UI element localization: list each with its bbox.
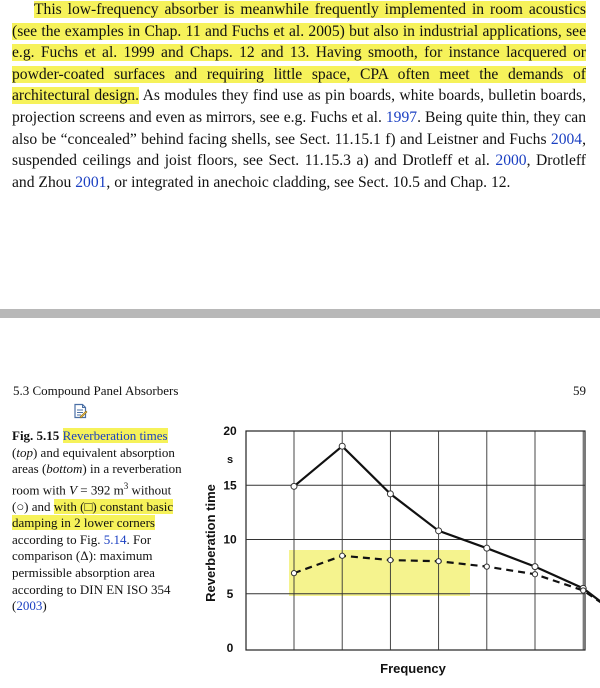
y-tick-label: 15 xyxy=(223,478,237,493)
data-point xyxy=(484,545,490,551)
plot-frame xyxy=(246,431,585,650)
page-number: 59 xyxy=(573,383,586,398)
page-break xyxy=(0,309,600,318)
running-header-section: 5.3 Compound Panel Absorbers xyxy=(13,383,179,398)
data-point xyxy=(340,553,345,558)
solid-series-line xyxy=(294,446,600,607)
highlighted-sentence[interactable]: This low-frequency absorber is meanwhile frequently implemented in room acoustics (see the examples in Chap. 11 and Fuchs et al. 2005) but also in industrial applications, see e.g. Fuchs et al. 1999 and Chaps. 12 and 13. Having smooth, for instance lacquered or powder-coated surfaces and requiring little space, CPA often meet the demands of architectural design. xyxy=(12,1,586,105)
citation-link[interactable]: 2004 xyxy=(550,130,583,148)
data-point xyxy=(436,528,442,534)
data-point xyxy=(580,585,586,591)
data-point xyxy=(291,483,297,489)
data-point xyxy=(532,572,537,577)
citation-link[interactable]: 2000 xyxy=(495,152,527,170)
y-tick-labels xyxy=(223,424,237,655)
data-point xyxy=(387,491,393,497)
highlighted-term[interactable]: Reverberation times xyxy=(62,428,168,443)
citation-link[interactable]: 2001 xyxy=(75,173,107,191)
y-tick-label: 10 xyxy=(223,532,237,547)
dashed-series-line xyxy=(294,556,600,607)
x-axis-label: Frequency xyxy=(380,661,446,676)
y-tick-label: 5 xyxy=(226,586,234,601)
figure-caption: Fig. 5.15 Reverberation times (top) and equivalent absorption areas (bottom) in a reverberation room with V = 392 $m^3$ without (○) and with (□) constant basic damping in 2 lower corners according to Fig. 5.14. For comparison (Δ): maximum permissible absorption area according to DIN EN ISO 354 (2003) xyxy=(12,428,182,614)
data-point xyxy=(388,558,393,563)
data-point xyxy=(484,564,489,569)
data-point xyxy=(291,571,296,576)
annotation-note-icon[interactable] xyxy=(72,403,88,419)
paragraph-text: , or integrated in anechoic cladding, see Sect. 10.5 and Chap. 12. xyxy=(106,173,511,191)
chart-grid xyxy=(246,431,585,650)
paragraph-text: , Drotleff and Zhou xyxy=(12,152,586,191)
paragraph-text: As modules they find use as pin boards, white boards, bulletin boards, projection screens and even as mirrors, see e.g. Fuchs et al. xyxy=(12,87,586,126)
body-paragraph xyxy=(12,0,586,193)
highlight-mark[interactable] xyxy=(63,428,168,443)
y-unit-label: s xyxy=(226,454,234,466)
paragraph-text: . Being quite thin, they can also be “concealed” behind facing shells, see Sect. 11.15.1 f) and Leistner and Fuchs xyxy=(12,108,586,148)
chart-highlight xyxy=(289,550,470,596)
citation-link[interactable]: 1997 xyxy=(385,108,418,126)
paragraph-text: , suspended ceilings and joist floors, see Sect. 11.15.3 a) and Drotleff et al. xyxy=(12,130,586,170)
citation-link[interactable]: 2003 xyxy=(16,598,43,614)
data-point xyxy=(581,588,586,593)
data-point xyxy=(436,559,441,564)
volume-symbol: V xyxy=(69,482,78,498)
figure-link[interactable]: 5.14 xyxy=(103,531,127,547)
chart-series xyxy=(291,443,600,607)
y-axis-label: Reverberation time xyxy=(203,484,218,602)
highlight-mark[interactable]: with (□) constant basic damping in 2 lower corners xyxy=(12,498,174,531)
y-tick-label: 20 xyxy=(223,424,237,438)
figure-label: Fig. 5.15 xyxy=(12,428,60,443)
y-tick-label: 0 xyxy=(226,641,234,655)
data-point xyxy=(532,564,538,570)
data-point xyxy=(339,443,345,449)
